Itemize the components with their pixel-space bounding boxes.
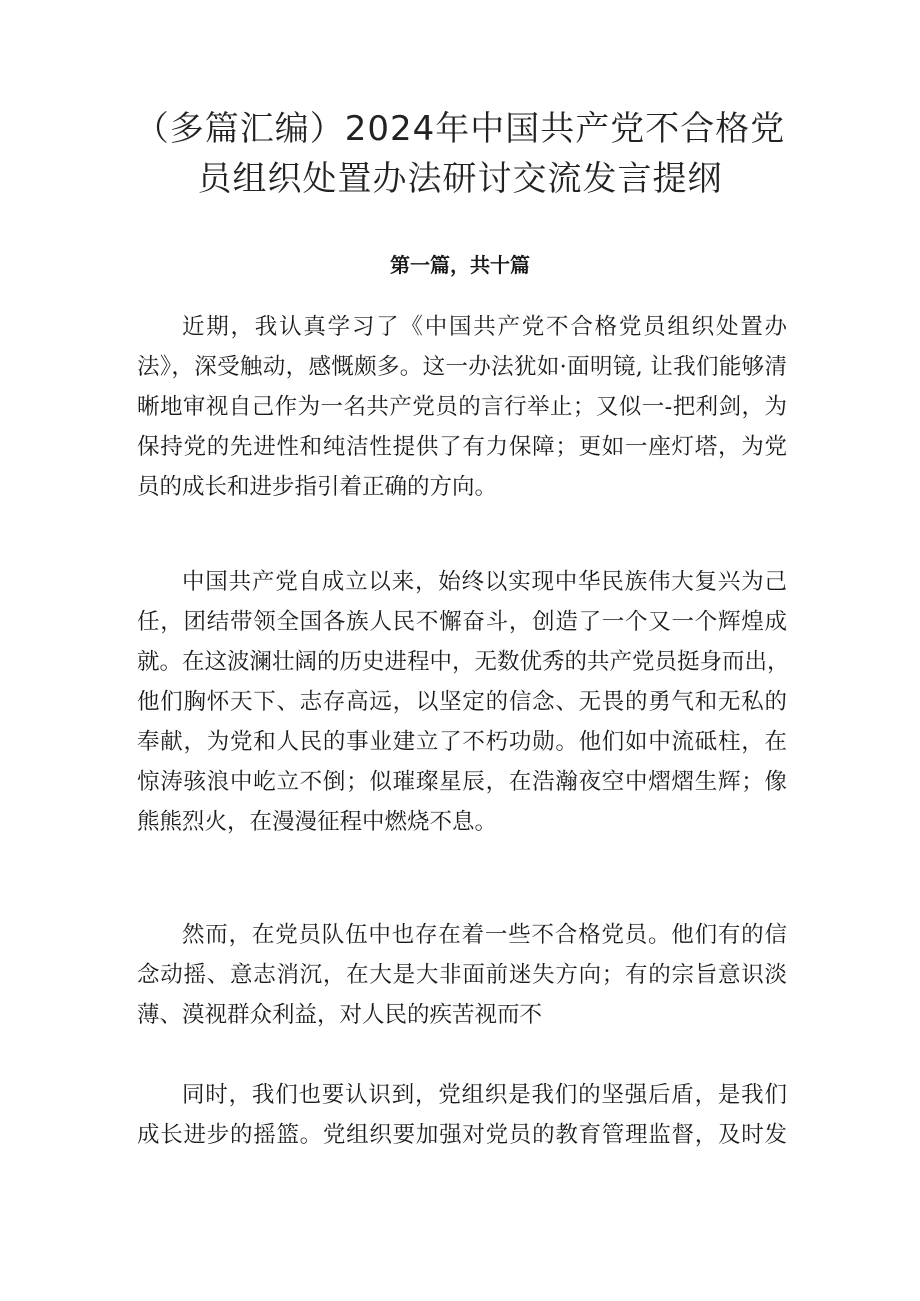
paragraph-line: 成长进步的摇篮。党组织要加强对党员的教育管理监督，及时发: [137, 1122, 787, 1148]
paragraph-line: 然而，在党员队伍中也存在着一些不合格党员。他们有的信: [182, 922, 787, 948]
paragraph-line: 法》，深受触动，感慨颇多。这一办法犹如·面明镜, 让我们能够清: [137, 354, 787, 380]
paragraph-1: [137, 307, 787, 507]
paragraph-4: [137, 1075, 787, 1155]
paragraph-line: 念动摇、意志消沉，在大是大非面前迷失方向；有的宗旨意识淡: [137, 962, 787, 988]
paragraph-line: 奉献，为党和人民的事业建立了不朽功勋。他们如中流砥柱，在: [137, 729, 787, 755]
paragraph-line: 惊涛骇浪中屹立不倒；似璀璨星辰，在浩瀚夜空中熠熠生辉；像: [137, 769, 787, 795]
paragraph-line: 就。在这波澜壮阔的历史进程中，无数优秀的共产党员挺身而出，: [137, 649, 790, 675]
paragraph-line: 晰地审视自己作为一名共产党员的言行举止；又似一-把利剑，为: [137, 394, 787, 420]
paragraph-line: 同时，我们也要认识到，党组织是我们的坚强后盾，是我们: [182, 1082, 787, 1108]
paragraph-2: [137, 562, 790, 842]
paragraph-line: 近期，我认真学习了《中国共产党不合格党员组织处置办: [182, 314, 787, 340]
section-subtitle: 第一篇，共十篇: [390, 253, 530, 277]
paragraph-line: 任，团结带领全国各族人民不懈奋斗，创造了一个又一个辉煌成: [137, 609, 787, 635]
paragraph-line: 他们胸怀天下、志存高远，以坚定的信念、无畏的勇气和无私的: [137, 689, 787, 715]
document-title: [100, 104, 820, 204]
paragraph-line: 保持党的先进性和纯洁性提供了有力保障；更如一座灯塔，为党: [137, 434, 787, 460]
title-line-2: 员组织处置办法研讨交流发言提纲: [197, 159, 723, 199]
paragraph-line: 员的成长和进步指引着正确的方向。: [137, 474, 498, 500]
title-line-1: （多篇汇编）2024年中国共产党不合格党: [134, 109, 786, 149]
paragraph-line: 熊熊烈火，在漫漫征程中燃烧不息。: [137, 809, 498, 835]
paragraph-3: [137, 915, 787, 1035]
paragraph-line: 中国共产党自成立以来，始终以实现中华民族伟大复兴为己: [182, 569, 787, 595]
paragraph-line: 薄、漠视群众利益，对人民的疾苦视而不: [137, 1002, 543, 1028]
